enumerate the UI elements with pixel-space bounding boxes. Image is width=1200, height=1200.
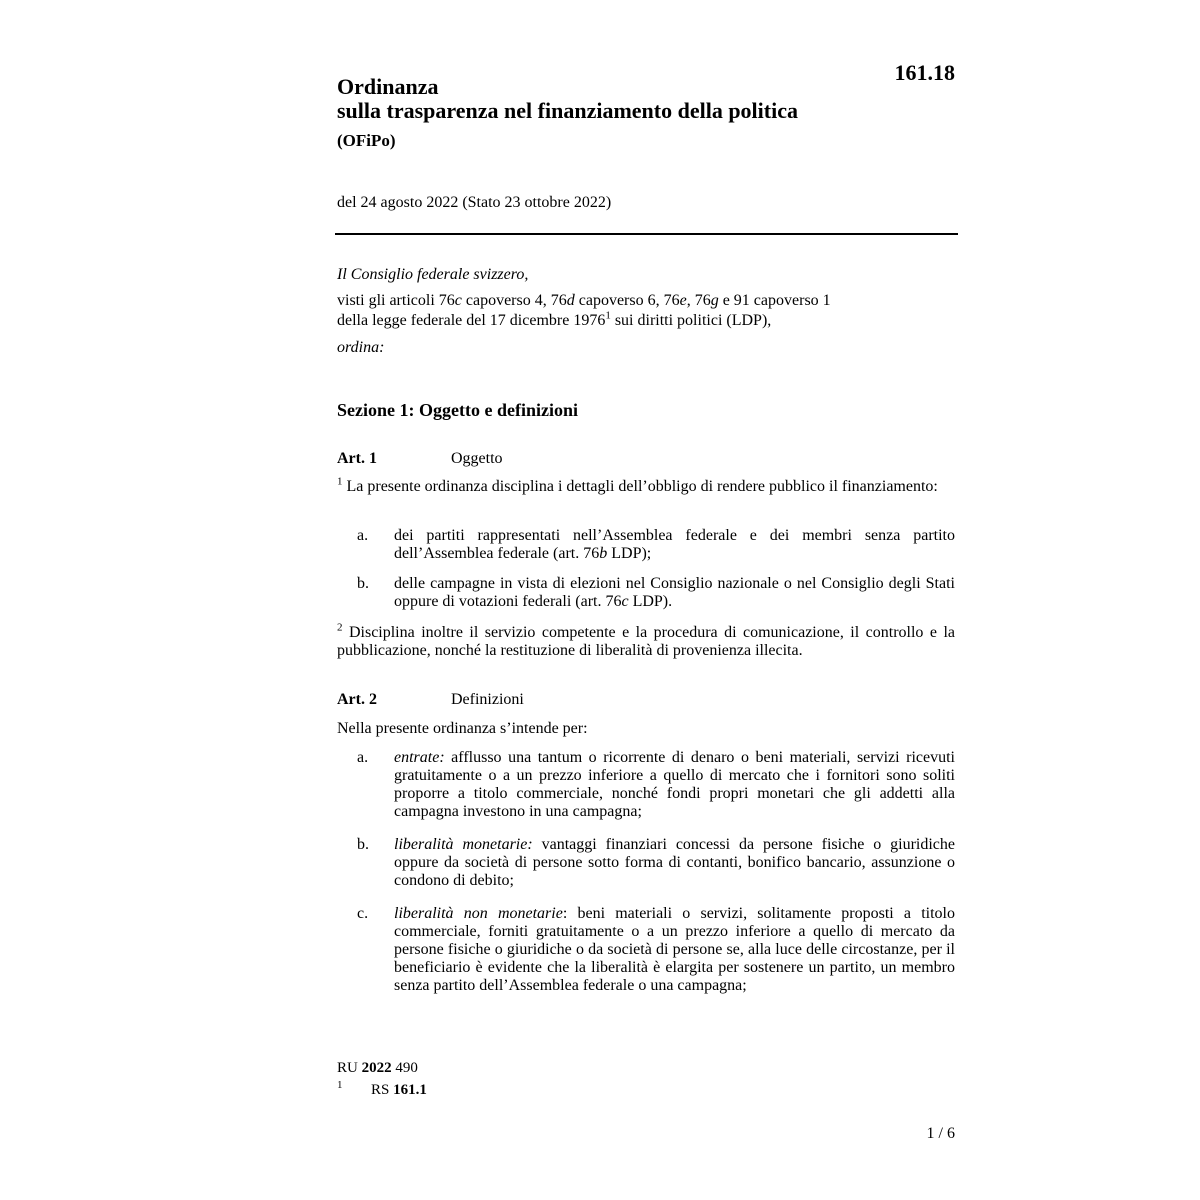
section-heading: Sezione 1: Oggetto e definizioni	[337, 400, 578, 420]
official-compilation-reference	[337, 1059, 418, 1077]
list-item-text: delle campagne in vista di elezioni nel Consiglio nazionale o nel Consiglio degli Stati oppure di votazioni federali (art. 76c LDP).	[394, 575, 955, 610]
definition-term: liberalità monetarie:	[394, 836, 533, 853]
article-2-heading	[337, 690, 524, 710]
paragraph-number: 2	[337, 621, 343, 634]
list-item	[337, 527, 955, 567]
preamble-basis-line2	[337, 311, 955, 331]
paragraph-text: La presente ordinanza disciplina i dettagli dell’obbligo di rendere pubblico il finanziamento:	[342, 478, 938, 495]
footnote-prefix: RS	[371, 1082, 394, 1098]
article-2-number: Art. 2	[337, 691, 377, 708]
list-item-text	[394, 836, 955, 890]
article-2-intro: Nella presente ordinanza s’intende per:	[337, 720, 588, 737]
article-1-paragraph-2	[337, 621, 955, 660]
list-item-label: c.	[357, 905, 369, 922]
list-item	[337, 575, 955, 615]
list-item-label: b.	[357, 836, 369, 853]
list-item	[337, 836, 955, 894]
article-1-paragraph-1	[337, 475, 955, 496]
definition-text: vantaggi finanziari concessi da persone fisiche o giuridiche oppure da società di persone sotto forma di contanti, bonifico bancario, assunzione o condono di debito;	[394, 836, 956, 889]
list-item-label: b.	[357, 575, 369, 592]
preamble-basis-text: della legge federale del 17 dicembre 1976	[337, 312, 606, 329]
ru-year: 2022	[361, 1060, 392, 1076]
ru-page: 490	[391, 1060, 418, 1076]
footnote-1: 1 RS 161.1	[337, 1079, 427, 1098]
paragraph-text: Disciplina inoltre il servizio competente e la procedura di comunicazione, il controllo e la pubblicazione, nonché la restituzione di liberalità di provenienza illecita.	[337, 624, 955, 659]
preamble-authority: Il Consiglio federale svizzero,	[337, 266, 529, 283]
footnote-sr-reference[interactable]: 161.1	[393, 1082, 427, 1098]
list-item	[337, 905, 955, 1001]
sr-number: 161.18	[894, 60, 955, 85]
list-item-label: a.	[357, 527, 369, 544]
header-divider	[335, 233, 958, 235]
page-number: 1 / 6	[926, 1125, 955, 1142]
list-item-text	[394, 749, 955, 821]
paragraph-number: 1	[337, 475, 343, 488]
preamble-basis-text-end: sui diritti politici (LDP),	[610, 312, 772, 329]
article-1-title: Oggetto	[451, 450, 503, 467]
ru-prefix: RU	[337, 1060, 362, 1076]
footnote-ref-1[interactable]: 1	[605, 309, 611, 322]
article-1-heading	[337, 449, 503, 469]
definition-text: afflusso una tantum o ricorrente di denaro o beni materiali, servizi ricevuti gratuitamente o a un prezzo inferiore a quello di mercato che i fornitori sono soliti proporre a titolo commerciale, nonché fondi propri monetari che gli addetti alla campagna investono in una campagna;	[394, 749, 955, 820]
list-item-text: dei partiti rappresentati nell’Assemblea federale e dei membri senza partito dell’Assemblea federale (art. 76b LDP);	[394, 527, 955, 562]
preamble-decree: ordina:	[337, 339, 385, 356]
list-item-label: a.	[357, 749, 369, 766]
list-item	[337, 749, 955, 825]
document-title-line2: sulla trasparenza nel finanziamento della politica	[337, 98, 798, 123]
article-2-title: Definizioni	[451, 691, 524, 708]
article-1-number: Art. 1	[337, 450, 377, 467]
preamble-basis-line1: visti gli articoli 76c capoverso 4, 76d capoverso 6, 76e, 76g e 91 capoverso 1	[337, 292, 831, 309]
document-abbreviation: (OFiPo)	[337, 131, 396, 150]
document-date: del 24 agosto 2022 (Stato 23 ottobre 2022)	[337, 194, 612, 211]
definition-term: liberalità non monetarie	[394, 905, 563, 922]
document-title-line1: Ordinanza	[337, 74, 439, 99]
list-item-text	[394, 905, 955, 995]
definition-text: : beni materiali o servizi, solitamente proposti a titolo commerciale, forniti gratuitamente o a un prezzo inferiore a quello di mercato da persone fisiche o giuridiche o da società di persone se, alla luce delle circostanze, per il beneficiario è evidente che la liberalità è elargita per sostenere un partito, un membro senza partito dell’Assemblea federale o una campagna;	[394, 905, 955, 994]
definition-term: entrate:	[394, 749, 445, 766]
preamble-basis	[337, 291, 955, 331]
